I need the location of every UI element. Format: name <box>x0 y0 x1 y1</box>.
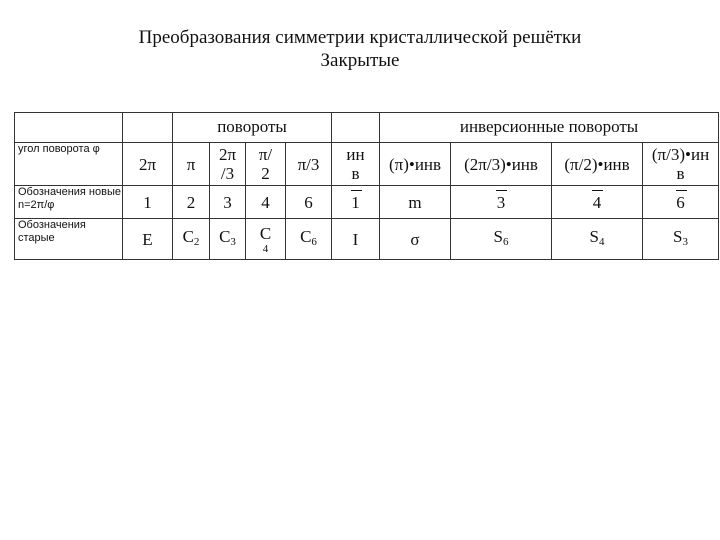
header-rotations: повороты <box>173 113 332 143</box>
angle-cell: π <box>173 143 210 186</box>
overbar-value: 6 <box>676 192 685 212</box>
symbol-subscript: 6 <box>503 235 509 248</box>
header-inversion-rotations: инверсионные повороты <box>380 113 719 143</box>
angle-top: ин <box>346 145 365 164</box>
angle-cell <box>643 143 719 186</box>
table-row-old-notation <box>15 219 719 260</box>
overbar-value: 3 <box>496 192 506 212</box>
symbol-subscript: 3 <box>682 235 689 248</box>
angle-top: 2π <box>218 145 237 164</box>
symbol: S <box>589 226 599 246</box>
notation-cell: 2 <box>173 186 210 219</box>
overbar-value: 4 <box>592 192 602 212</box>
symbol: C <box>300 226 312 246</box>
symbol: C <box>259 223 272 243</box>
row-label-old-notation: Обозначения старые <box>15 219 123 260</box>
symbol: S <box>673 226 683 246</box>
header-empty-label-cell <box>15 113 123 143</box>
notation-cell: 4 <box>246 186 286 219</box>
angle-bottom: в <box>351 164 360 183</box>
angle-cell: 2π <box>123 143 173 186</box>
notation-cell <box>451 186 552 219</box>
page-subtitle: Закрытые <box>320 50 400 71</box>
angle-top: (π/3)•ин <box>651 145 710 164</box>
page-title: Преобразования симметрии кристаллической решётки <box>138 27 582 48</box>
angle-bottom: /3 <box>220 164 235 183</box>
angle-bottom: в <box>676 164 685 183</box>
row-label-new-notation: Обозначения новые n=2π/φ <box>15 186 123 219</box>
table-row-new-notation <box>15 186 719 219</box>
symbol-subscript: 6 <box>311 235 317 248</box>
notation-cell: 3 <box>210 186 246 219</box>
row-label-angle: угол поворота φ <box>15 143 123 186</box>
old-notation-cell <box>643 219 719 260</box>
old-notation-cell: σ <box>380 219 451 260</box>
symmetry-table <box>14 112 719 260</box>
notation-cell <box>332 186 380 219</box>
symbol: C <box>182 226 194 246</box>
notation-cell: m <box>380 186 451 219</box>
old-notation-cell <box>286 219 332 260</box>
old-notation-cell <box>246 219 286 260</box>
notation-cell <box>643 186 719 219</box>
angle-cell: (π)•инв <box>380 143 451 186</box>
overbar-value: 1 <box>351 192 360 212</box>
angle-bottom: 2 <box>261 164 270 183</box>
symbol: C <box>219 226 231 246</box>
notation-cell <box>552 186 643 219</box>
angle-cell <box>246 143 286 186</box>
angle-cell <box>210 143 246 186</box>
angle-cell <box>332 143 380 186</box>
header-empty-cell <box>332 113 380 143</box>
old-notation-cell <box>552 219 643 260</box>
notation-cell: 6 <box>286 186 332 219</box>
symbol-subscript: 4 <box>599 235 605 248</box>
old-notation-cell: I <box>332 219 380 260</box>
notation-cell: 1 <box>123 186 173 219</box>
old-notation-cell <box>451 219 552 260</box>
symbol-subscript: 4 <box>262 242 269 255</box>
angle-cell: (2π/3)•инв <box>451 143 552 186</box>
symbol: S <box>493 226 503 246</box>
old-notation-cell: E <box>123 219 173 260</box>
old-notation-cell <box>173 219 210 260</box>
table-header-row <box>15 113 719 143</box>
table-row-angle <box>15 143 719 186</box>
header-empty-cell <box>123 113 173 143</box>
symbol-subscript: 3 <box>230 235 236 248</box>
old-notation-cell <box>210 219 246 260</box>
angle-cell: π/3 <box>286 143 332 186</box>
symbol-subscript: 2 <box>193 235 200 248</box>
angle-cell: (π/2)•инв <box>552 143 643 186</box>
angle-top: π/ <box>258 145 273 164</box>
